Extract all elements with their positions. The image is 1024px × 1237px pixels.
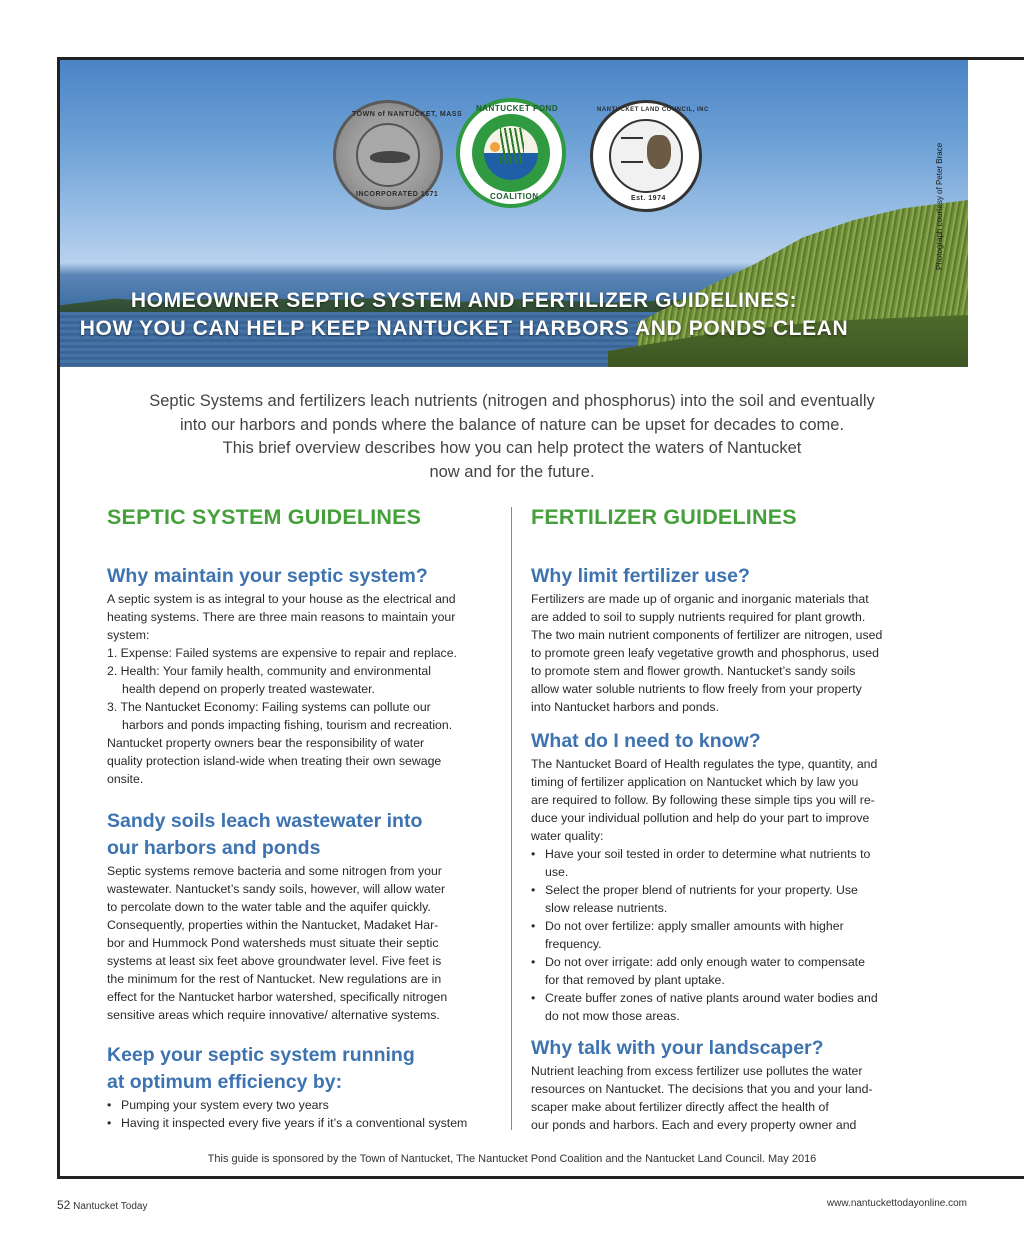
scales-icon	[621, 137, 643, 163]
sun-icon	[490, 142, 500, 152]
hero-title-line1: HOMEOWNER SEPTIC SYSTEM AND FERTILIZER GUIDELINES:	[130, 289, 798, 312]
why-limit-body: Fertilizers are made up of organic and inorganic materials that are added to soil to supply nutrients required for plant growth. The two main nutrient components of fertilizer are nitrogen, used to promote green leafy vegetative growth and phosphorus, used to promote stem and flower growth. Nantucket’s sandy soils allow water soluble nutrients to flow freely from your property into Nantucket harbors and ponds.	[531, 592, 883, 714]
list-item: • Select the proper blend of nutrients for your property. Use slow release nutrients.	[531, 881, 923, 917]
why-maintain-heading: Why maintain your septic system?	[107, 565, 428, 587]
septic-section-title: SEPTIC SYSTEM GUIDELINES	[107, 505, 422, 529]
why-limit-heading: Why limit fertilizer use?	[531, 565, 750, 587]
intro-paragraph	[100, 390, 924, 484]
town-of-nantucket-seal	[333, 100, 463, 210]
sandy-soils-heading: Sandy soils leach wastewater into our harbors and ponds	[107, 810, 423, 859]
sponsor-note: This guide is sponsored by the Town of Nantucket, The Nantucket Pond Coalition and the Nantucket Land Council. May 2016	[207, 1153, 817, 1165]
whale-icon	[370, 151, 410, 163]
landscaper-heading: Why talk with your landscaper?	[531, 1037, 824, 1059]
page-number: 52	[57, 1198, 71, 1212]
nantucket-pond-coalition-seal	[456, 98, 566, 208]
publication-name: Nantucket Today	[73, 1201, 148, 1212]
fertilizer-tips-list	[531, 845, 923, 1025]
pond-seal-bottom-text: COALITION	[490, 192, 539, 201]
photo-credit: Photograph courtesy of Peter Brace	[935, 142, 944, 270]
list-item: • Have your soil tested in order to determine what nutrients to use.	[531, 845, 923, 881]
land-seal-bottom-text: Est. 1974	[631, 195, 666, 202]
landscaper-body: Nutrient leaching from excess fertilizer use pollutes the water resources on Nantucket. The decisions that you and your land- scaper make about fertilizer directly affect the health of our ponds and harbors. Each and every property owner and	[531, 1064, 873, 1132]
nantucket-land-council-seal	[590, 100, 709, 212]
intro-line: now and for the future.	[429, 462, 595, 481]
what-to-know-body: The Nantucket Board of Health regulates the type, quantity, and timing of fertilizer application on Nantucket which by law you are required to follow. By following these simple tips you will re- duce your individual pollution and help do your part to improve water quality:	[531, 757, 878, 843]
publication-url: www.nantuckettodayonline.com	[826, 1198, 967, 1209]
intro-line: Septic Systems and fertilizers leach nutrients (nitrogen and phosphorus) into the soil and eventually	[149, 392, 875, 410]
keep-running-list	[107, 1096, 499, 1132]
grass-icon	[500, 128, 524, 164]
list-item: • Pumping your system every two years	[107, 1096, 499, 1114]
intro-line: into our harbors and ponds where the balance of nature can be upset for decades to come.	[179, 415, 845, 434]
town-seal-top-text: TOWN of NANTUCKET, MASS	[352, 111, 463, 118]
intro-line: This brief overview describes how you can help protect the waters of Nantucket	[222, 439, 802, 457]
sandy-soils-body: Septic systems remove bacteria and some nitrogen from your wastewater. Nantucket’s sandy soils, however, will allow water to percolate down to the water table and the aquifer quickly. Consequently, properties within the Nantucket, Madaket Har- bor and Hummock Pond watersheds must situate their septic systems at least six feet above groundwater level. Five feet is the minimum for the rest of Nantucket. New regulations are in effect for the Nantucket harbor watershed, specifically nitrogen sensitive areas which require innovative/ alternative systems.	[107, 864, 448, 1022]
list-item: • Do not over fertilize: apply smaller amounts with higher frequency.	[531, 917, 923, 953]
what-to-know-heading: What do I need to know?	[531, 730, 761, 752]
page-footer-left	[57, 1198, 147, 1212]
land-seal-top-text: NANTUCKET LAND COUNCIL, INC	[597, 107, 709, 113]
keep-running-heading: Keep your septic system running at optimum efficiency by:	[107, 1044, 415, 1093]
fertilizer-section-title: FERTILIZER GUIDELINES	[531, 505, 797, 529]
owl-icon	[647, 135, 671, 169]
list-item: • Do not over irrigate: add only enough water to compensate for that removed by plant uptake.	[531, 953, 923, 989]
town-seal-bottom-text: INCORPORATED 1671	[356, 191, 439, 198]
list-item: • Create buffer zones of native plants around water bodies and do not mow those areas.	[531, 989, 923, 1025]
why-maintain-body: A septic system is as integral to your house as the electrical and heating systems. There are three main reasons to maintain your system: 1. Expense: Failed systems are expensive to repair and replace. 2. Health: Your family health, community and environmental health depend on properly treated wastewater. 3. The Nantucket Economy: Failing systems can pollute our harbors and ponds impacting fishing, tourism and recreation. Nantucket property owners bear the responsibility of water quality protection island-wide when treating their own sewage onsite.	[107, 592, 457, 786]
column-divider	[511, 507, 512, 1130]
septic-column	[107, 505, 499, 1132]
fertilizer-column	[531, 505, 923, 1134]
list-item: • Having it inspected every five years if it’s a conventional system	[107, 1114, 499, 1132]
pond-seal-top-text: NANTUCKET POND	[476, 104, 559, 113]
hero-banner	[60, 60, 968, 367]
hero-title-line2: HOW YOU CAN HELP KEEP NANTUCKET HARBORS AND PONDS CLEAN	[79, 317, 849, 340]
